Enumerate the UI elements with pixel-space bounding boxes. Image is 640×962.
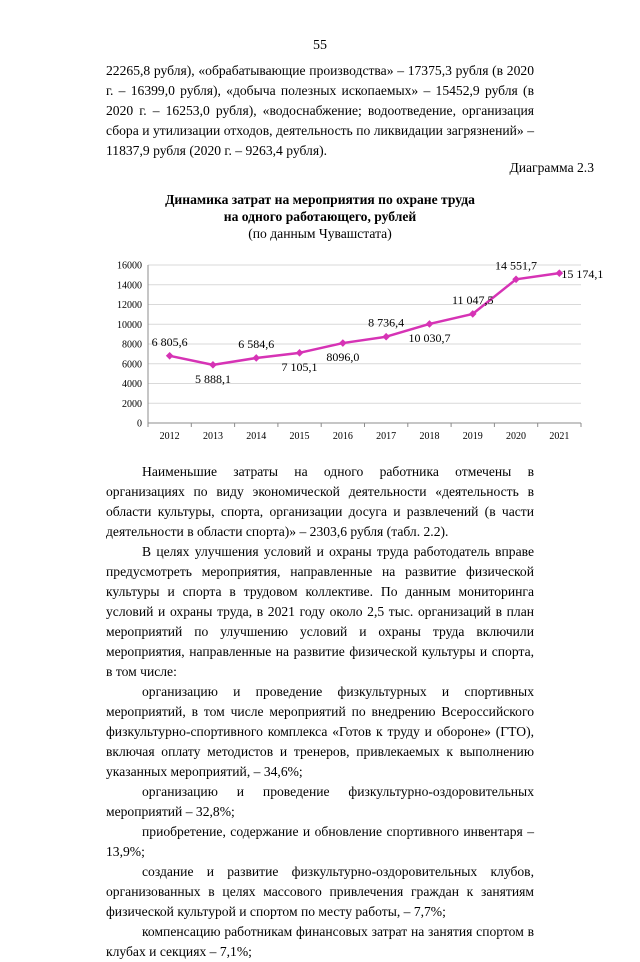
x-tick-label: 2020 bbox=[506, 431, 527, 442]
y-tick-label: 8000 bbox=[122, 339, 142, 351]
y-tick-label: 12000 bbox=[117, 300, 142, 311]
body-paragraph: создание и развитие физкультурно-оздоровительных клубов, организованных в целях массового привлечения граждан к занятиям физической культурой и спортом по месту работы, – 7,7%; bbox=[106, 864, 534, 919]
y-tick-label: 2000 bbox=[122, 398, 142, 410]
x-tick-label: 2019 bbox=[462, 431, 483, 442]
data-label: 15 174,1 bbox=[561, 267, 604, 282]
body-paragraph: компенсацию работникам финансовых затрат на занятия спортом в клубах и секциях – 7,1%; bbox=[106, 924, 534, 959]
body-paragraph: организацию и проведение физкультурно-оздоровительных мероприятий – 32,8%; bbox=[106, 784, 534, 819]
data-point bbox=[339, 339, 347, 347]
data-label: 8 736,4 bbox=[368, 315, 405, 330]
y-tick-label: 6000 bbox=[122, 359, 142, 371]
data-point bbox=[296, 349, 304, 357]
data-label: 6 584,6 bbox=[238, 336, 275, 351]
data-label: 8096,0 bbox=[326, 350, 360, 365]
y-tick-label: 10000 bbox=[117, 319, 142, 331]
x-tick-label: 2012 bbox=[159, 431, 180, 442]
data-label: 6 805,6 bbox=[151, 334, 188, 349]
y-tick-label: 14000 bbox=[117, 280, 142, 292]
intro-paragraph: 22265,8 рубля), «обрабатывающие производства» – 17375,3 рубля (в 2020 г. – 16399,0 рубля), «добыча полезных ископаемых» – 15452,9 рубля (в 2020 г. – 16253,0 рубля), «водоснабжение; водоотведение, организация сбора и утилизации отходов, деятельность по ликвидации загрязнений» – 11837,9 рубля (2020 г. – 9263,4 рубля). bbox=[106, 63, 534, 158]
data-point bbox=[426, 320, 434, 328]
body-paragraph: Наименьшие затраты на одного работника отмечены в организациях по виду экономической деятельности «деятельность в области культуры, спорта, организации досуга и развлечений (в части деятельности в области спорта)» – 2303,6 рубля (табл. 2.2). bbox=[106, 464, 534, 539]
y-tick-label: 4000 bbox=[122, 379, 142, 390]
chart-title-line-1: Динамика затрат на мероприятия по охране труда bbox=[165, 192, 475, 207]
diagram-label: Диаграмма 2.3 bbox=[509, 160, 594, 175]
data-label: 5 888,1 bbox=[194, 371, 231, 386]
chart-title-line-2: на одного работающего, рублей bbox=[223, 209, 417, 224]
data-point bbox=[209, 361, 217, 369]
body-paragraph: приобретение, содержание и обновление спортивного инвентаря – 13,9%; bbox=[106, 824, 534, 859]
x-tick-label: 2016 bbox=[332, 431, 353, 442]
x-tick-label: 2014 bbox=[246, 431, 267, 442]
data-point bbox=[166, 352, 174, 360]
body-paragraph: В целях улучшения условий и охраны труда работодатель вправе предусмотреть мероприятия, направленные на развитие физической культуры и спорта в трудовом коллективе. По данным мониторинга условий и охраны труда, в 2021 году около 2,5 тыс. организаций в план мероприятий по улучшению условий и охраны труда включили мероприятия, направленные на развитие физической культуры и спорта, в том числе: bbox=[106, 544, 534, 679]
data-label: 7 105,1 bbox=[281, 359, 318, 374]
x-tick-label: 2018 bbox=[419, 431, 440, 442]
chart-subtitle: (по данным Чувашстата) bbox=[248, 226, 392, 241]
page-number: 55 bbox=[313, 38, 327, 53]
x-tick-label: 2015 bbox=[289, 431, 310, 442]
data-point bbox=[252, 354, 260, 362]
y-tick-label: 0 bbox=[137, 418, 142, 430]
data-label: 11 047,5 bbox=[451, 292, 494, 307]
x-tick-label: 2013 bbox=[202, 431, 223, 442]
series-line bbox=[170, 273, 560, 365]
body-text-block bbox=[106, 462, 534, 962]
data-label: 10 030,7 bbox=[408, 330, 451, 345]
x-tick-label: 2017 bbox=[376, 431, 397, 442]
y-tick-label: 16000 bbox=[117, 260, 142, 272]
chart-title-block bbox=[0, 191, 640, 242]
data-label: 14 551,7 bbox=[495, 258, 538, 273]
line-chart bbox=[0, 250, 640, 450]
data-point bbox=[382, 333, 390, 341]
x-tick-label: 2021 bbox=[549, 431, 570, 442]
body-paragraph: организацию и проведение физкультурных и спортивных мероприятий, в том числе мероприятий по внедрению Всероссийского физкультурно-спортивного комплекса «Готов к труду и обороне» (ГТО), включая оплату методистов и тренеров, привлекаемых к выполнению указанных мероприятий, – 34,6%; bbox=[106, 684, 534, 779]
intro-text-block bbox=[106, 61, 534, 161]
